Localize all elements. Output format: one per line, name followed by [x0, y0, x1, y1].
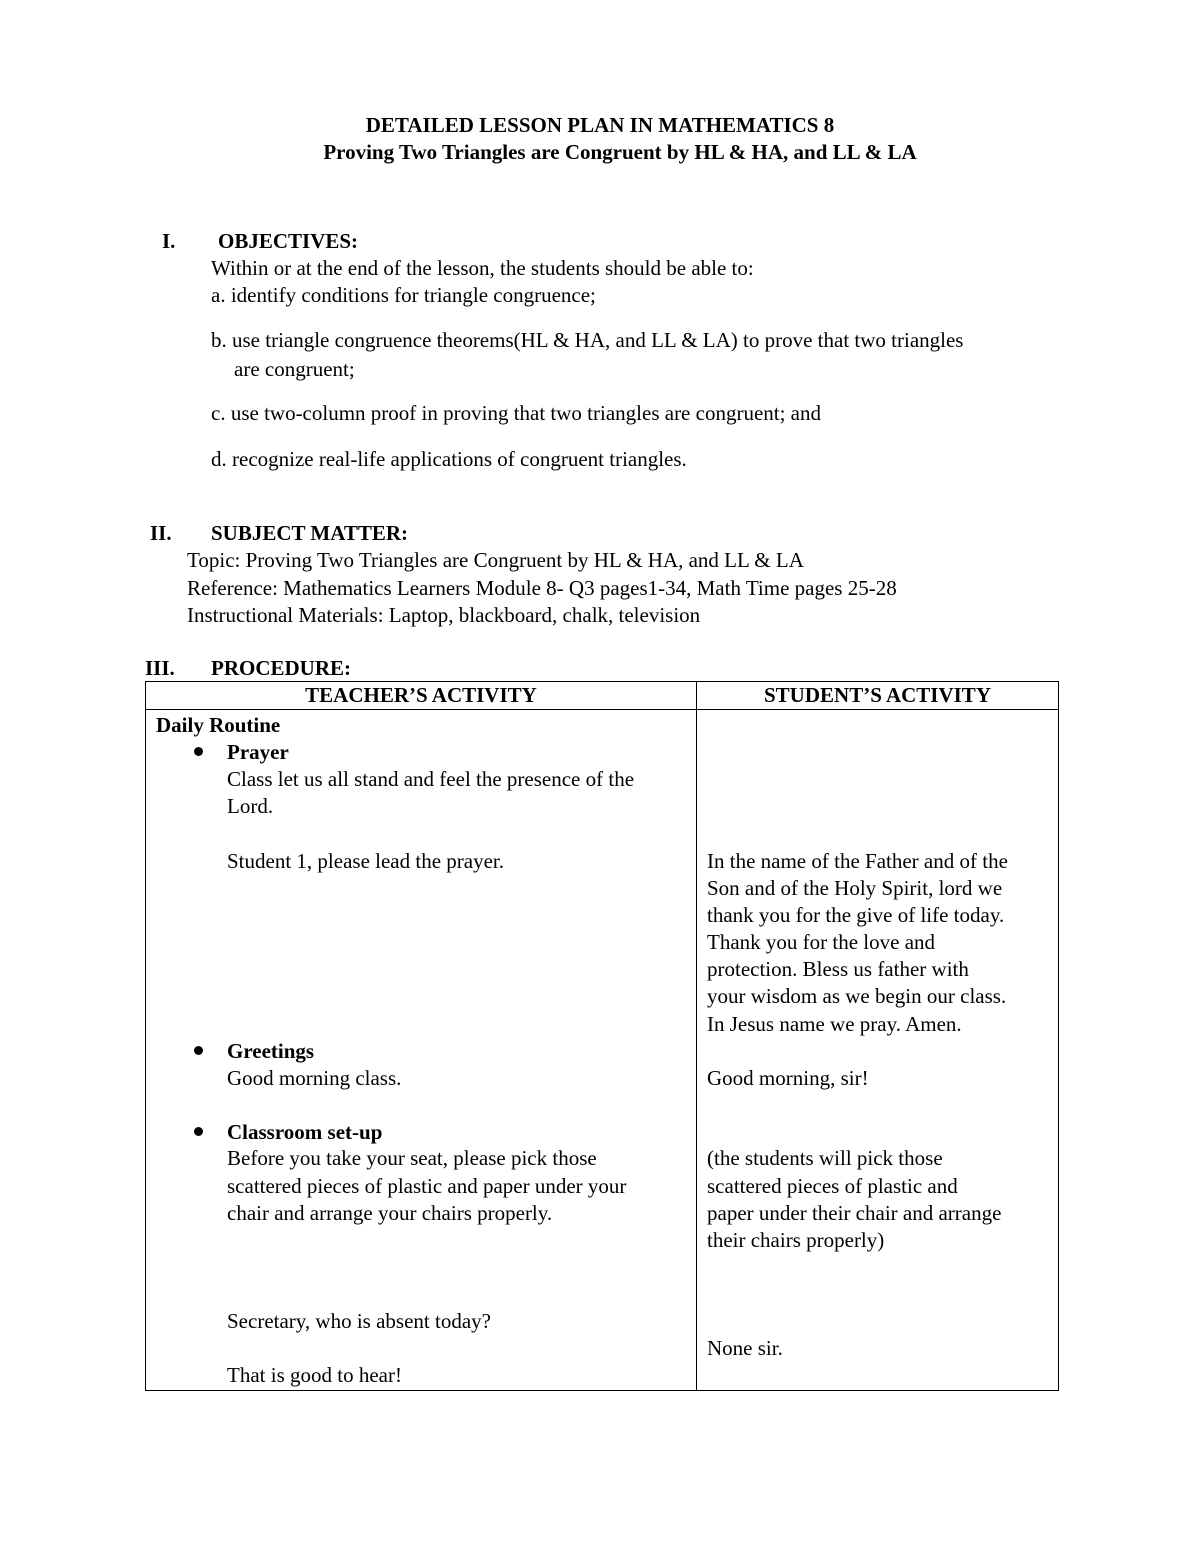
subject-matter-numeral: II. [150, 521, 172, 545]
student-prayer-line: In the name of the Father and of the [707, 849, 1008, 873]
procedure-heading: PROCEDURE: [211, 656, 351, 680]
prayer-lead-text: Student 1, please lead the prayer. [227, 849, 504, 873]
prayer-text-line2: Lord. [227, 794, 274, 818]
greetings-heading: Greetings [227, 1039, 315, 1063]
absent-question: Secretary, who is absent today? [227, 1309, 491, 1333]
student-setup-line: paper under their chair and arrange [707, 1201, 1002, 1225]
classroom-setup-line1: Before you take your seat, please pick those [227, 1146, 597, 1170]
student-greeting-reply: Good morning, sir! [707, 1066, 869, 1090]
bullet-icon [194, 747, 203, 756]
student-setup-line: (the students will pick those [707, 1146, 943, 1170]
procedure-table-row [146, 710, 1059, 1391]
document-subtitle: Proving Two Triangles are Congruent by HL & HA, and LL & LA [323, 140, 917, 164]
objective-b-line2: are congruent; [234, 357, 355, 381]
objectives-heading: OBJECTIVES: [218, 229, 359, 253]
subject-reference: Reference: Mathematics Learners Module 8- Q3 pages1-34, Math Time pages 25-28 [187, 576, 897, 600]
student-prayer-line: thank you for the give of life today. [707, 903, 1005, 927]
student-absent-reply: None sir. [707, 1336, 783, 1360]
classroom-setup-heading: Classroom set-up [227, 1120, 383, 1144]
classroom-setup-line2: scattered pieces of plastic and paper under your [227, 1174, 627, 1198]
procedure-table-header-row [146, 682, 1059, 710]
teacher-activity-header: TEACHER’S ACTIVITY [146, 682, 697, 710]
procedure-table [145, 681, 1059, 1391]
student-setup-line: scattered pieces of plastic and [707, 1174, 958, 1198]
student-activity-header: STUDENT’S ACTIVITY [697, 682, 1059, 710]
objective-b-line1: b. use triangle congruence theorems(HL & HA, and LL & LA) to prove that two triangles [211, 328, 964, 352]
prayer-heading: Prayer [227, 740, 289, 764]
subject-matter-heading: SUBJECT MATTER: [211, 521, 409, 545]
objectives-intro: Within or at the end of the lesson, the students should be able to: [211, 256, 754, 280]
procedure-numeral: III. [145, 656, 175, 680]
objective-a: a. identify conditions for triangle congruence; [211, 283, 596, 307]
student-prayer-line: your wisdom as we begin our class. [707, 984, 1007, 1008]
document-title: DETAILED LESSON PLAN IN MATHEMATICS 8 [365, 113, 835, 137]
prayer-text-line1: Class let us all stand and feel the presence of the [227, 767, 635, 791]
subject-topic: Topic: Proving Two Triangles are Congruent by HL & HA, and LL & LA [187, 548, 804, 572]
student-prayer-line: Thank you for the love and [707, 930, 936, 954]
classroom-setup-line3: chair and arrange your chairs properly. [227, 1201, 553, 1225]
student-prayer-line: protection. Bless us father with [707, 957, 969, 981]
student-setup-line: their chairs properly) [707, 1228, 885, 1252]
objective-d: d. recognize real-life applications of congruent triangles. [211, 447, 687, 471]
subject-materials: Instructional Materials: Laptop, blackboard, chalk, television [187, 603, 701, 627]
objective-c: c. use two-column proof in proving that two triangles are congruent; and [211, 401, 822, 425]
student-prayer-line: Son and of the Holy Spirit, lord we [707, 876, 1003, 900]
bullet-icon [194, 1127, 203, 1136]
student-prayer-line: In Jesus name we pray. Amen. [707, 1012, 962, 1036]
greetings-text: Good morning class. [227, 1066, 402, 1090]
daily-routine-heading: Daily Routine [156, 713, 281, 737]
teacher-activity-cell [146, 710, 697, 1391]
good-to-hear-text: That is good to hear! [227, 1363, 402, 1387]
bullet-icon [194, 1046, 203, 1055]
student-activity-cell [697, 710, 1059, 1391]
objectives-numeral: I. [162, 229, 176, 253]
